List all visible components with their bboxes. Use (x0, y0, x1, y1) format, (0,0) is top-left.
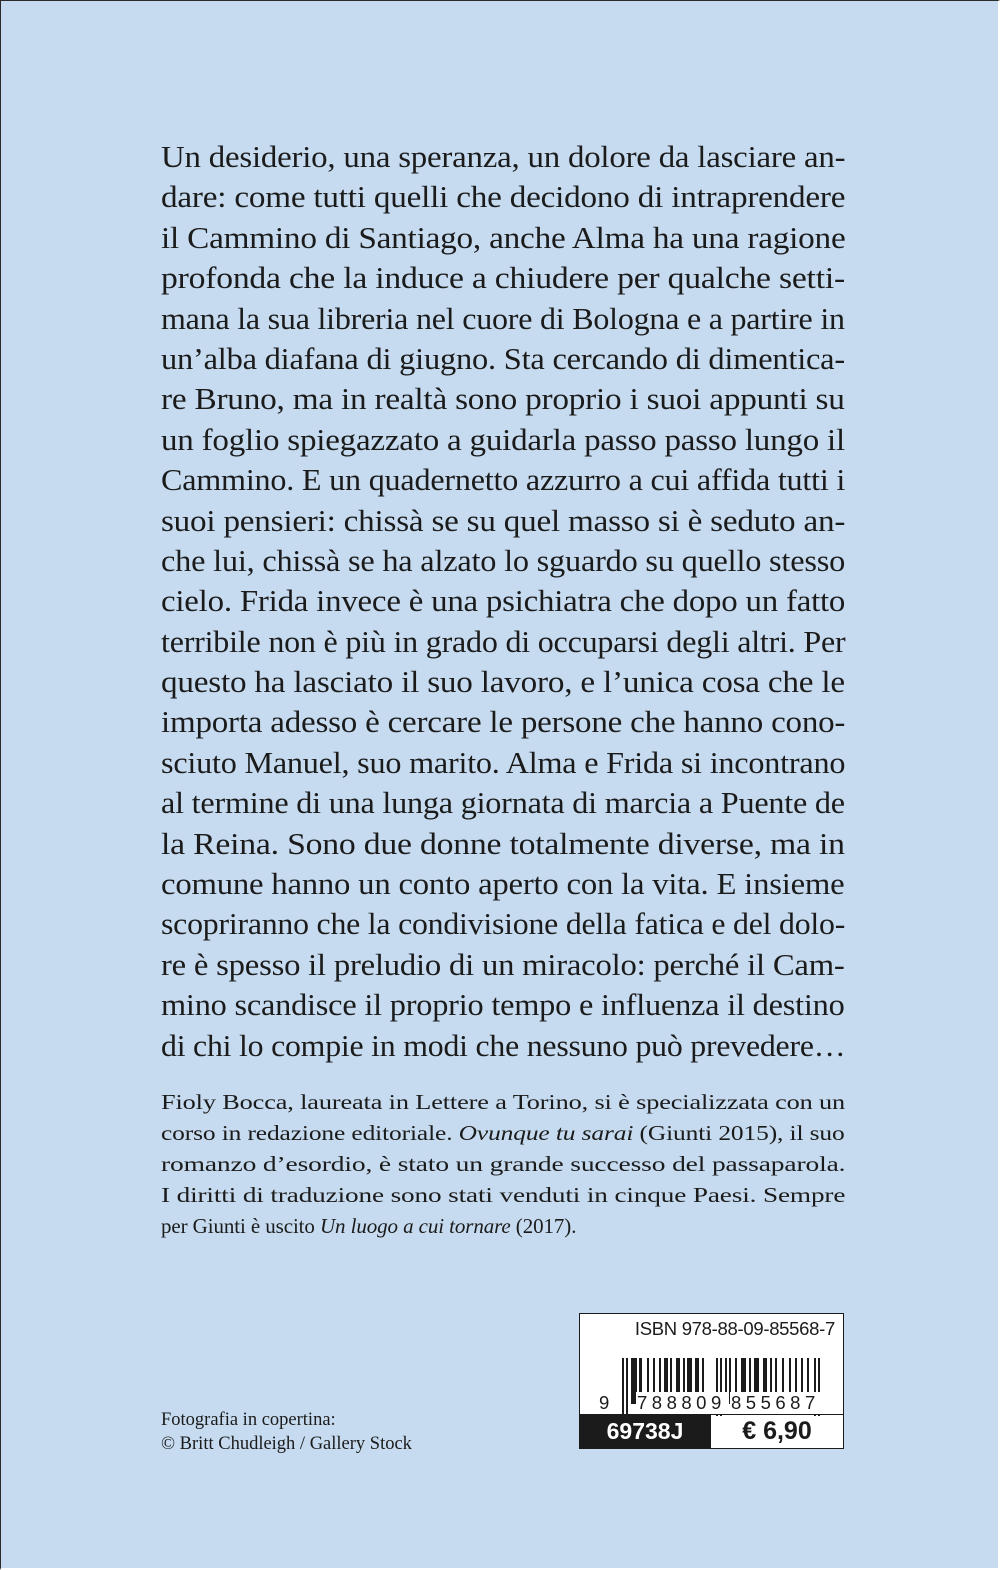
synopsis-line: terribile non è più in grado di occuparsi degli altri. Per (161, 623, 846, 659)
bio-line (161, 1211, 576, 1242)
synopsis-text (161, 137, 845, 1066)
price-row (580, 1414, 843, 1448)
synopsis-line: importa adesso è cercare le persone che hanno cono- (161, 704, 846, 740)
ean-left-digits: 788809 (637, 1392, 726, 1413)
synopsis-line: questo ha lasciato il suo lavoro, e l’unica cosa che le (161, 664, 845, 700)
synopsis-line: comune hanno un conto aperto con la vita. E insieme (161, 866, 845, 902)
synopsis-line: profonda che la induce a chiudere per qualche setti- (161, 260, 845, 296)
synopsis-line: Un desiderio, una speranza, un dolore da lasciare an- (161, 139, 846, 174)
book-title-ovunque: Ovunque tu sarai (458, 1121, 634, 1145)
photo-credit (161, 1408, 412, 1456)
photo-credit-value: © Britt Chudleigh / Gallery Stock (161, 1434, 412, 1454)
photo-credit-label: Fotografia in copertina: (161, 1410, 336, 1430)
barcode-label (579, 1313, 844, 1449)
bio-line: romanzo d’esordio, è stato un grande successo del passaparola. (161, 1152, 846, 1176)
synopsis-line: di chi lo compie in modi che nessuno può prevedere… (161, 1027, 846, 1063)
synopsis-line: re è spesso il preludio di un miracolo: perché il Cam- (161, 946, 845, 982)
bio-line: Fioly Bocca, laureata in Lettere a Torino, si è specializzata con un (161, 1090, 846, 1114)
price: € 6,90 (710, 1415, 843, 1448)
synopsis-line: mana la sua libreria nel cuore di Bologna e a partire in (161, 300, 845, 336)
synopsis-line: re Bruno, ma in realtà sono proprio i suoi appunti su (161, 381, 845, 417)
ean-first-digit: 9 (599, 1392, 610, 1413)
synopsis-line: sciuto Manuel, suo marito. Alma e Frida si incontrano (161, 744, 846, 780)
synopsis-line: cielo. Frida invece è una psichiatra che dopo un fatto (161, 583, 846, 619)
synopsis-line: il Cammino di Santiago, anche Alma ha una ragione (161, 219, 846, 255)
synopsis-line: un foglio spiegazzato a guidarla passo passo lungo il (161, 421, 845, 457)
product-code: 69738J (580, 1415, 710, 1448)
isbn-number: ISBN 978-88-09-85568-7 (634, 1318, 835, 1339)
ean-right-digits: 855687 (731, 1392, 820, 1413)
synopsis-line: la Reina. Sono due donne totalmente diverse, ma in (161, 825, 845, 861)
synopsis-line: al termine di una lunga giornata di marcia a Puente de (161, 785, 845, 821)
synopsis-line: un’alba diafana di giugno. Sta cercando di dimentica- (161, 340, 845, 376)
synopsis-line: che lui, chissà se ha alzato lo sguardo su quello stesso (161, 542, 846, 578)
synopsis-line: mino scandisce il proprio tempo e influenza il destino (161, 987, 845, 1023)
bio-text: per Giunti è uscito (161, 1214, 320, 1238)
synopsis-line: Cammino. E un quadernetto azzurro a cui affida tutti i (161, 462, 846, 498)
synopsis-line: suoi pensieri: chissà se su quel masso si è seduto an- (161, 502, 846, 538)
bio-text: (Giunti 2015), il suo (633, 1121, 845, 1145)
bio-text: (2017). (510, 1214, 577, 1238)
author-bio (161, 1087, 845, 1242)
bio-line: I diritti di traduzione sono stati venduti in cinque Paesi. Sempre (161, 1183, 846, 1207)
ean-digits (598, 1392, 833, 1416)
synopsis-line: dare: come tutti quelli che decidono di intraprendere (161, 179, 846, 215)
bio-text: corso in redazione editoriale. (161, 1121, 459, 1145)
bio-line (161, 1118, 845, 1149)
synopsis-line: scopriranno che la condivisione della fatica e del dolo- (161, 906, 846, 942)
book-title-luogo: Un luogo a cui tornare (319, 1214, 511, 1238)
